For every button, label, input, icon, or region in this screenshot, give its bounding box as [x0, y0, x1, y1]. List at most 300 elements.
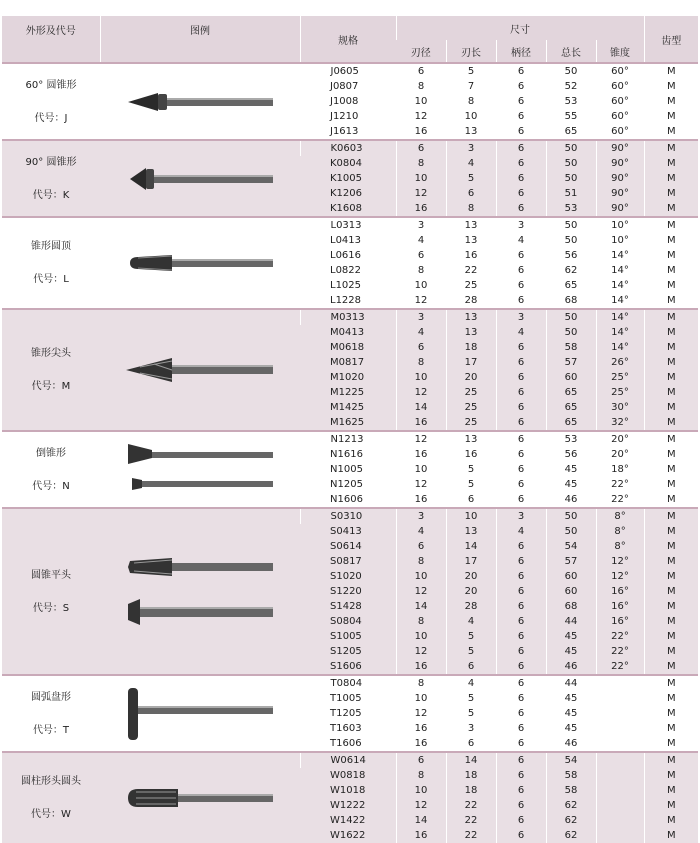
tooth-type: M: [644, 94, 698, 109]
header-blade-dia: 刃径: [396, 40, 446, 63]
table-row: [2, 675, 698, 691]
spec-code: S1606: [300, 659, 396, 675]
shank-dia: 6: [496, 828, 546, 843]
header-tooth: 齿型: [644, 16, 698, 63]
spec-code: S1428: [300, 599, 396, 614]
total-len: 56: [546, 447, 596, 462]
tooth-type: M: [644, 278, 698, 293]
shape-cell: [2, 217, 100, 309]
shape-code: 代号：S: [32, 602, 70, 614]
blade-dia: 6: [396, 140, 446, 156]
total-len: 65: [546, 415, 596, 431]
spec-code: S1020: [300, 569, 396, 584]
total-len: 60: [546, 584, 596, 599]
shank-dia: 6: [496, 124, 546, 140]
total-len: 50: [546, 325, 596, 340]
taper: 60°: [596, 124, 644, 140]
shank-dia: 6: [496, 736, 546, 752]
total-len: 52: [546, 79, 596, 94]
taper: 8°: [596, 539, 644, 554]
taper: 22°: [596, 644, 644, 659]
shank-dia: 6: [496, 171, 546, 186]
header-total-len: 总长: [546, 40, 596, 63]
blade-len: 3: [446, 721, 496, 736]
tooth-type: M: [644, 79, 698, 94]
figure-cell: [100, 309, 300, 431]
blade-len: 17: [446, 554, 496, 569]
blade-dia: 12: [396, 644, 446, 659]
inverted-cone-icon: [100, 440, 300, 500]
shape-name: 锥形圆顶: [31, 241, 71, 252]
header-figure: 图例: [100, 16, 300, 63]
shank-dia: 3: [496, 309, 546, 325]
shank-dia: 4: [496, 325, 546, 340]
taper: [596, 768, 644, 783]
spec-code: K1005: [300, 171, 396, 186]
blade-dia: 10: [396, 171, 446, 186]
total-len: 60: [546, 370, 596, 385]
blade-dia: 10: [396, 569, 446, 584]
shape-name: 圆弧盘形: [31, 691, 71, 703]
taper: 90°: [596, 140, 644, 156]
blade-len: 13: [446, 124, 496, 140]
spec-code: W0818: [300, 768, 396, 783]
blade-dia: 16: [396, 201, 446, 217]
blade-len: 13: [446, 431, 496, 447]
shank-dia: 6: [496, 798, 546, 813]
spec-code: N1005: [330, 464, 363, 475]
taper: 90°: [596, 156, 644, 171]
spec-code: S0310: [300, 508, 396, 524]
total-len: 65: [546, 400, 596, 415]
blade-dia: 8: [396, 263, 446, 278]
tooth-type: M: [644, 431, 698, 447]
figure-cell: [100, 431, 300, 508]
blade-dia: 3: [396, 309, 446, 325]
blade-dia: 12: [396, 186, 446, 201]
header-shape: 外形及代号: [2, 16, 100, 63]
shank-dia: 6: [496, 355, 546, 370]
shape-name: 圆柱形头圆头: [21, 776, 81, 787]
blade-len: 5: [446, 629, 496, 644]
blade-len: 22: [446, 813, 496, 828]
blade-len: 14: [446, 539, 496, 554]
shape-code: 代号：L: [33, 274, 69, 285]
blade-dia: 14: [396, 400, 446, 415]
figure-cell: [100, 752, 300, 843]
spec-code: L1025: [330, 280, 362, 291]
tooth-type: M: [644, 599, 698, 614]
taper: 60°: [596, 94, 644, 109]
shank-dia: 6: [496, 415, 546, 431]
blade-dia: 14: [396, 599, 446, 614]
shank-dia: 6: [496, 584, 546, 599]
shank-dia: 6: [496, 706, 546, 721]
blade-len: 22: [446, 828, 496, 843]
blade-len: 25: [446, 385, 496, 400]
total-len: 62: [546, 813, 596, 828]
taper: 20°: [596, 431, 644, 447]
shank-dia: 6: [496, 675, 546, 691]
taper: 14°: [596, 309, 644, 325]
blade-dia: 12: [396, 293, 446, 309]
taper: [596, 828, 644, 843]
blade-len: 5: [446, 691, 496, 706]
shank-dia: 6: [496, 94, 546, 109]
taper: 25°: [596, 385, 644, 400]
tooth-type: M: [644, 584, 698, 599]
tooth-type: M: [644, 629, 698, 644]
total-len: 54: [546, 539, 596, 554]
tooth-type: M: [644, 828, 698, 843]
tooth-type: M: [644, 325, 698, 340]
shank-dia: 6: [496, 431, 546, 447]
spec-code: S0413: [300, 524, 396, 539]
total-len: 46: [546, 659, 596, 675]
shank-dia: 6: [496, 629, 546, 644]
spec-code: T0804: [300, 675, 396, 691]
tooth-type: M: [644, 63, 698, 79]
total-len: 56: [546, 248, 596, 263]
total-len: 58: [546, 783, 596, 798]
taper: 14°: [596, 340, 644, 355]
shank-dia: 6: [496, 109, 546, 124]
blade-dia: 6: [396, 248, 446, 263]
shank-dia: 6: [496, 263, 546, 278]
blade-len: 5: [446, 477, 496, 492]
tooth-type: M: [644, 355, 698, 370]
blade-len: 17: [446, 355, 496, 370]
spec-code: S0817: [300, 554, 396, 569]
spec-code: K0603: [300, 140, 396, 156]
total-len: 57: [546, 554, 596, 569]
spec-table: [2, 16, 698, 843]
spec-code: M0313: [300, 309, 396, 325]
taper: 20°: [596, 447, 644, 462]
blade-len: 3: [446, 140, 496, 156]
tooth-type: M: [644, 477, 698, 492]
shank-dia: 6: [496, 554, 546, 569]
spec-code: J1210: [330, 111, 359, 122]
taper: [596, 691, 644, 706]
spec-code: N1213: [300, 431, 396, 447]
total-len: 51: [546, 186, 596, 201]
tooth-type: M: [644, 492, 698, 508]
tooth-type: M: [644, 768, 698, 783]
figure-cell: [100, 140, 300, 217]
shank-dia: 6: [496, 691, 546, 706]
taper: 10°: [596, 217, 644, 233]
tooth-type: M: [644, 706, 698, 721]
tooth-type: M: [644, 798, 698, 813]
blade-len: 5: [446, 644, 496, 659]
tooth-type: M: [644, 675, 698, 691]
shape-code: 代号：N: [32, 480, 70, 492]
tooth-type: M: [644, 783, 698, 798]
total-len: 65: [546, 124, 596, 140]
total-len: 45: [546, 721, 596, 736]
spec-code: W1622: [300, 828, 396, 843]
blade-dia: 14: [396, 813, 446, 828]
tooth-type: M: [644, 447, 698, 462]
taper: [596, 752, 644, 768]
header-size: 尺寸: [396, 16, 644, 40]
taper: 16°: [596, 614, 644, 629]
blade-len: 20: [446, 370, 496, 385]
taper: 60°: [596, 109, 644, 124]
blade-len: 28: [446, 293, 496, 309]
spec-code: L0413: [330, 235, 362, 246]
shank-dia: 4: [496, 524, 546, 539]
total-len: 46: [546, 736, 596, 752]
taper: 12°: [596, 554, 644, 569]
blade-dia: 10: [396, 94, 446, 109]
spec-code: W0614: [300, 752, 396, 768]
blade-len: 16: [446, 248, 496, 263]
tooth-type: M: [644, 309, 698, 325]
shape-cell: [2, 309, 100, 431]
tooth-type: M: [644, 263, 698, 278]
blade-dia: 16: [396, 659, 446, 675]
shank-dia: 3: [496, 508, 546, 524]
taper: 60°: [596, 79, 644, 94]
total-len: 50: [546, 140, 596, 156]
tooth-type: M: [644, 340, 698, 355]
shank-dia: 6: [496, 278, 546, 293]
shape-name: 90° 圆锥形: [25, 156, 77, 168]
shape-cell: [2, 431, 100, 508]
shank-dia: 6: [496, 477, 546, 492]
blade-dia: 12: [396, 798, 446, 813]
taper: 22°: [596, 492, 644, 508]
taper: [596, 798, 644, 813]
blade-dia: 3: [396, 217, 446, 233]
blade-len: 16: [446, 447, 496, 462]
cone-90-icon: [100, 164, 300, 194]
spec-code: S1205: [300, 644, 396, 659]
spec-code: J1613: [330, 126, 359, 137]
shank-dia: 6: [496, 614, 546, 629]
blade-len: 5: [446, 63, 496, 79]
spec-code: L0313: [300, 217, 396, 233]
shape-code: 代号：J: [34, 112, 68, 124]
tooth-type: M: [644, 569, 698, 584]
cone-pointed-icon: [100, 352, 300, 388]
taper: 25°: [596, 370, 644, 385]
total-len: 46: [546, 492, 596, 508]
taper: 10°: [596, 233, 644, 248]
blade-len: 13: [446, 325, 496, 340]
shank-dia: 6: [496, 813, 546, 828]
blade-len: 4: [446, 156, 496, 171]
taper: 16°: [596, 584, 644, 599]
taper: 90°: [596, 186, 644, 201]
total-len: 50: [546, 524, 596, 539]
blade-dia: 8: [396, 355, 446, 370]
taper: [596, 675, 644, 691]
table-row: [2, 508, 698, 524]
spec-code: T1603: [330, 723, 362, 734]
spec-code: W1018: [300, 783, 396, 798]
shank-dia: 6: [496, 752, 546, 768]
figure-cell: [100, 675, 300, 752]
blade-dia: 16: [396, 492, 446, 508]
blade-dia: 8: [396, 614, 446, 629]
shank-dia: 6: [496, 539, 546, 554]
spec-code: M1425: [300, 400, 396, 415]
spec-code: L0616: [330, 250, 362, 261]
shank-dia: 6: [496, 140, 546, 156]
figure-cell: [100, 217, 300, 309]
taper: 26°: [596, 355, 644, 370]
total-len: 68: [546, 293, 596, 309]
table-row: [2, 309, 698, 325]
total-len: 45: [546, 629, 596, 644]
blade-len: 20: [446, 569, 496, 584]
total-len: 50: [546, 233, 596, 248]
shank-dia: 6: [496, 156, 546, 171]
shank-dia: 6: [496, 783, 546, 798]
shape-name: 锥形尖头: [31, 348, 71, 359]
shank-dia: 6: [496, 768, 546, 783]
blade-dia: 12: [396, 584, 446, 599]
figure-cell: [100, 508, 300, 675]
blade-dia: 10: [396, 278, 446, 293]
blade-len: 5: [446, 706, 496, 721]
blade-len: 10: [446, 508, 496, 524]
total-len: 62: [546, 798, 596, 813]
spec-code: W1422: [300, 813, 396, 828]
header-spec: 规格: [300, 16, 396, 63]
tooth-type: M: [644, 462, 698, 477]
shape-cell: [2, 508, 100, 675]
spec-code: M0618: [300, 340, 396, 355]
spec-code: M1225: [300, 385, 396, 400]
blade-len: 6: [446, 186, 496, 201]
taper: 8°: [596, 508, 644, 524]
taper: 90°: [596, 201, 644, 217]
spec-code: W1222: [300, 798, 396, 813]
tooth-type: M: [644, 124, 698, 140]
tooth-type: M: [644, 508, 698, 524]
table-row: [2, 140, 698, 156]
taper: 32°: [596, 415, 644, 431]
total-len: 57: [546, 355, 596, 370]
blade-len: 10: [446, 109, 496, 124]
blade-len: 6: [446, 659, 496, 675]
spec-code: N1616: [330, 449, 363, 460]
blade-dia: 16: [396, 415, 446, 431]
blade-len: 8: [446, 94, 496, 109]
taper: [596, 783, 644, 798]
blade-dia: 8: [396, 675, 446, 691]
total-len: 50: [546, 171, 596, 186]
tooth-type: M: [644, 813, 698, 828]
tooth-type: M: [644, 524, 698, 539]
total-len: 53: [546, 201, 596, 217]
blade-dia: 16: [396, 124, 446, 140]
blade-len: 28: [446, 599, 496, 614]
total-len: 45: [546, 706, 596, 721]
shank-dia: 6: [496, 340, 546, 355]
blade-dia: 12: [396, 477, 446, 492]
spec-code: S0614: [300, 539, 396, 554]
shank-dia: 3: [496, 217, 546, 233]
blade-len: 25: [446, 278, 496, 293]
tooth-type: M: [644, 385, 698, 400]
taper: 30°: [596, 400, 644, 415]
taper: [596, 736, 644, 752]
tooth-type: M: [644, 659, 698, 675]
blade-dia: 12: [396, 385, 446, 400]
shape-cell: [2, 752, 100, 843]
table-row: [2, 217, 698, 233]
tooth-type: M: [644, 293, 698, 309]
blade-dia: 3: [396, 508, 446, 524]
taper: 14°: [596, 248, 644, 263]
shank-dia: 6: [496, 659, 546, 675]
tooth-type: M: [644, 201, 698, 217]
spec-code: S1005: [300, 629, 396, 644]
tooth-type: M: [644, 415, 698, 431]
total-len: 45: [546, 477, 596, 492]
blade-len: 8: [446, 201, 496, 217]
taper: 22°: [596, 659, 644, 675]
blade-len: 13: [446, 233, 496, 248]
spec-code: J1008: [330, 96, 359, 107]
taper: 8°: [596, 524, 644, 539]
blade-dia: 10: [396, 783, 446, 798]
cylinder-radius-end-icon: [100, 783, 300, 813]
shank-dia: 6: [496, 370, 546, 385]
shank-dia: 6: [496, 644, 546, 659]
spec-code: S0804: [300, 614, 396, 629]
spec-code: T1205: [330, 708, 362, 719]
shank-dia: 6: [496, 201, 546, 217]
spec-code: L1228: [330, 295, 362, 306]
shank-dia: 6: [496, 492, 546, 508]
blade-dia: 12: [396, 706, 446, 721]
header-taper: 锥度: [596, 40, 644, 63]
shape-cell: [2, 675, 100, 752]
tooth-type: M: [644, 171, 698, 186]
total-len: 45: [546, 462, 596, 477]
taper: 22°: [596, 477, 644, 492]
tooth-type: M: [644, 217, 698, 233]
shank-dia: 6: [496, 721, 546, 736]
blade-dia: 8: [396, 79, 446, 94]
shank-dia: 6: [496, 63, 546, 79]
tooth-type: M: [644, 554, 698, 569]
taper: 14°: [596, 263, 644, 278]
blade-len: 13: [446, 524, 496, 539]
spec-code: N1205: [330, 479, 363, 490]
total-len: 44: [546, 675, 596, 691]
blade-len: 13: [446, 309, 496, 325]
spec-code: T1606: [330, 738, 362, 749]
spec-code: K1206: [300, 186, 396, 201]
total-len: 50: [546, 309, 596, 325]
total-len: 55: [546, 109, 596, 124]
total-len: 45: [546, 644, 596, 659]
tooth-type: M: [644, 370, 698, 385]
blade-dia: 10: [396, 629, 446, 644]
taper-radius-end-icon: [100, 248, 300, 278]
blade-dia: 10: [396, 462, 446, 477]
blade-len: 4: [446, 614, 496, 629]
taper: 14°: [596, 278, 644, 293]
blade-dia: 4: [396, 524, 446, 539]
